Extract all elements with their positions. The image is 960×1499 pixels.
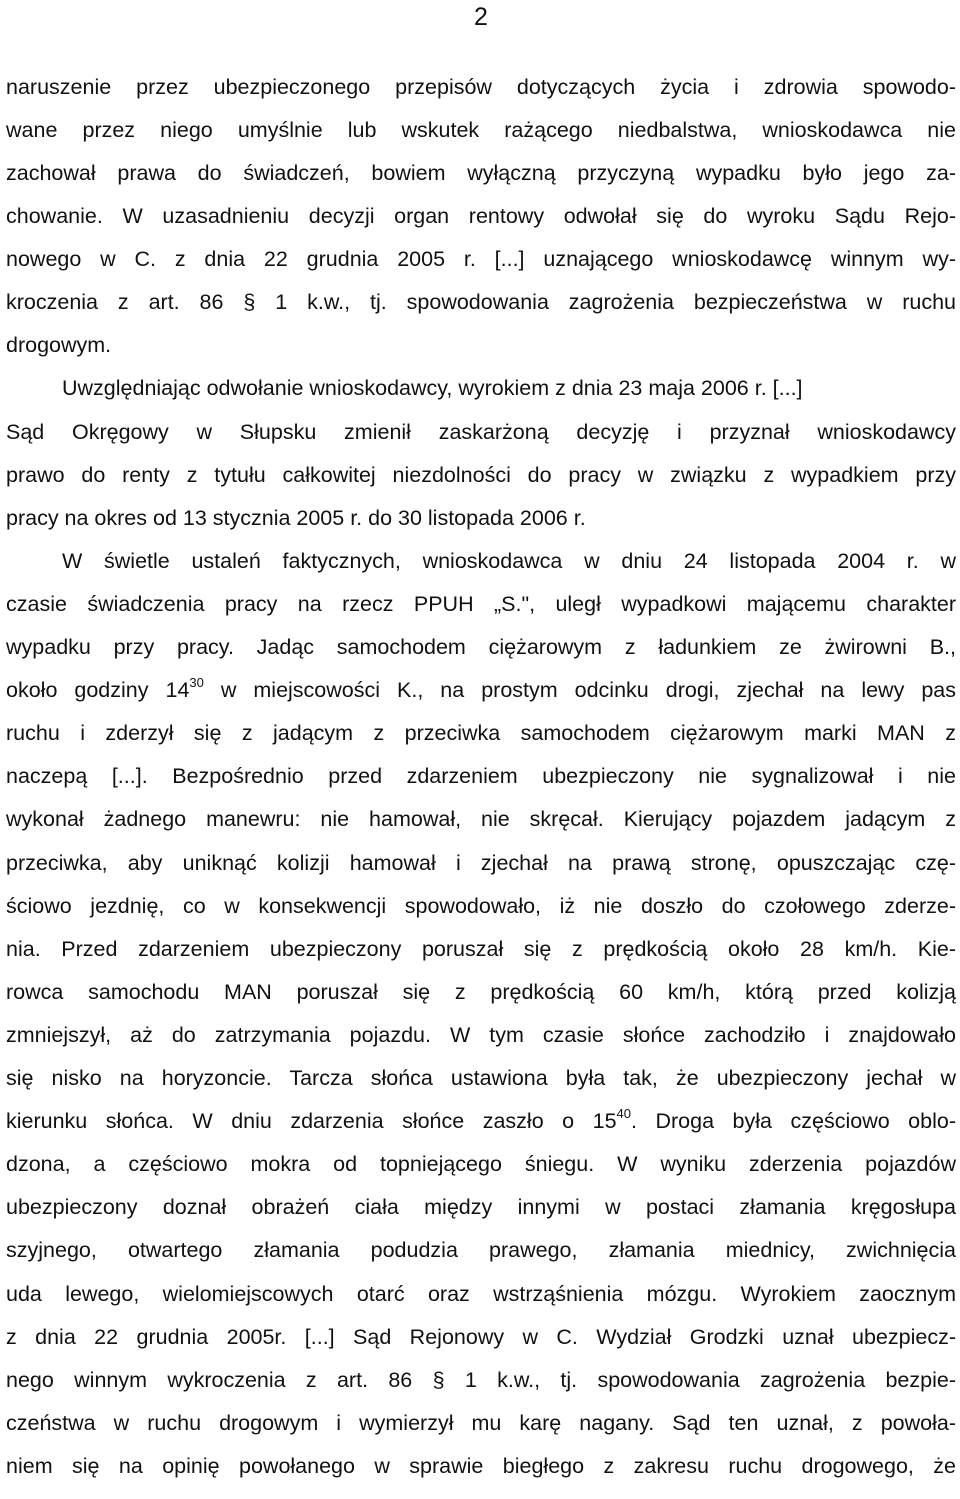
text-line: pracy na okres od 13 stycznia 2005 r. do 30 listopada 2006 r. xyxy=(6,506,586,530)
text-line: wykonał żadnego manewru: nie hamował, nie skręcał. Kierujący pojazdem jadącym z xyxy=(6,807,956,831)
text-line xyxy=(6,1107,956,1135)
text-line: ściowo jezdnię, co w konsekwencji spowodowało, iż nie doszło do czołowego zderze- xyxy=(6,894,956,918)
text-line: prawo do renty z tytułu całkowitej niezdolności do pracy w związku z wypadkiem przy xyxy=(6,463,956,487)
text-line: ruchu i zderzył się z jadącym z przeciwka samochodem ciężarowym marki MAN z xyxy=(6,721,956,745)
text-line: dzona, a częściowo mokra od topniejącego śniegu. W wyniku zderzenia pojazdów xyxy=(6,1152,956,1176)
text-run: . Droga była częściowo oblo- xyxy=(631,1109,956,1133)
text-line: wypadku przy pracy. Jadąc samochodem ciężarowym z ładunkiem ze żwirowni B., xyxy=(6,635,956,659)
text-line: rowca samochodu MAN poruszał się z prędkością 60 km/h, którą przed kolizją xyxy=(6,980,956,1004)
page-number: 2 xyxy=(474,3,488,31)
text-line: naczepą [...]. Bezpośrednio przed zdarzeniem ubezpieczony nie sygnalizował i nie xyxy=(6,764,956,788)
text-line: wane przez niego umyślnie lub wskutek rażącego niedbalstwa, wnioskodawca nie xyxy=(6,118,956,142)
text-line: nowego w C. z dnia 22 grudnia 2005 r. [...] uznającego wnioskodawcę winnym wy- xyxy=(6,247,956,271)
text-line: W świetle ustaleń faktycznych, wnioskodawca w dniu 24 listopada 2004 r. w xyxy=(62,549,956,573)
text-line: uda lewego, wielomiejscowych otarć oraz wstrząśnienia mózgu. Wyrokiem zaocznym xyxy=(6,1282,956,1306)
text-line: z dnia 22 grudnia 2005r. [...] Sąd Rejonowy w C. Wydział Grodzki uznał ubezpiecz- xyxy=(6,1325,956,1349)
text-line: się nisko na horyzoncie. Tarcza słońca ustawiona była tak, że ubezpieczony jechał w xyxy=(6,1066,956,1090)
text-line: czasie świadczenia pracy na rzecz PPUH „S.", uległ wypadkowi mającemu charakter xyxy=(6,592,956,616)
text-run: w miejscowości K., na prostym odcinku drogi, zjechał na lewy pas xyxy=(220,678,956,702)
text-line: chowanie. W uzasadnieniu decyzji organ rentowy odwołał się do wyroku Sądu Rejo- xyxy=(6,204,956,228)
text-run: kierunku słońca. W dniu zdarzenia słońce zaszło o 15 xyxy=(6,1109,617,1133)
text-run: około godziny 14 xyxy=(6,678,190,702)
superscript-minutes: 30 xyxy=(189,674,204,690)
text-line: czeństwa w ruchu drogowym i wymierzył mu karę nagany. Sąd ten uznał, z powoła- xyxy=(6,1411,956,1435)
text-line: przeciwka, aby uniknąć kolizji hamował i zjechał na prawą stronę, opuszczając czę- xyxy=(6,851,956,875)
text-line: Sąd Okręgowy w Słupsku zmienił zaskarżoną decyzję i przyznał wnioskodawcy xyxy=(6,420,956,444)
text-line: ubezpieczony doznał obrażeń ciała między innymi w postaci złamania kręgosłupa xyxy=(6,1195,956,1219)
text-line: szyjnego, otwartego złamania podudzia prawego, złamania miednicy, zwichnięcia xyxy=(6,1238,956,1262)
superscript-minutes: 40 xyxy=(616,1105,632,1121)
text-line: naruszenie przez ubezpieczonego przepisów dotyczących życia i zdrowia spowodo- xyxy=(6,75,956,99)
text-line: Uwzględniając odwołanie wnioskodawcy, wyrokiem z dnia 23 maja 2006 r. [...] xyxy=(62,376,803,400)
text-line xyxy=(6,676,956,704)
text-line: zmniejszył, aż do zatrzymania pojazdu. W tym czasie słońce zachodziło i znajdowało xyxy=(6,1023,956,1047)
text-line: nia. Przed zdarzeniem ubezpieczony poruszał się z prędkością około 28 km/h. Kie- xyxy=(6,937,956,961)
text-line: drogowym. xyxy=(6,333,112,357)
text-line: nego winnym wykroczenia z art. 86 § 1 k.w., tj. spowodowania zagrożenia bezpie- xyxy=(6,1368,956,1392)
text-line: zachował prawa do świadczeń, bowiem wyłączną przyczyną wypadku było jego za- xyxy=(6,161,956,185)
text-line: niem się na opinię powołanego w sprawie biegłego z zakresu ruchu drogowego, że xyxy=(6,1454,956,1478)
text-line: kroczenia z art. 86 § 1 k.w., tj. spowodowania zagrożenia bezpieczeństwa w ruchu xyxy=(6,290,956,314)
